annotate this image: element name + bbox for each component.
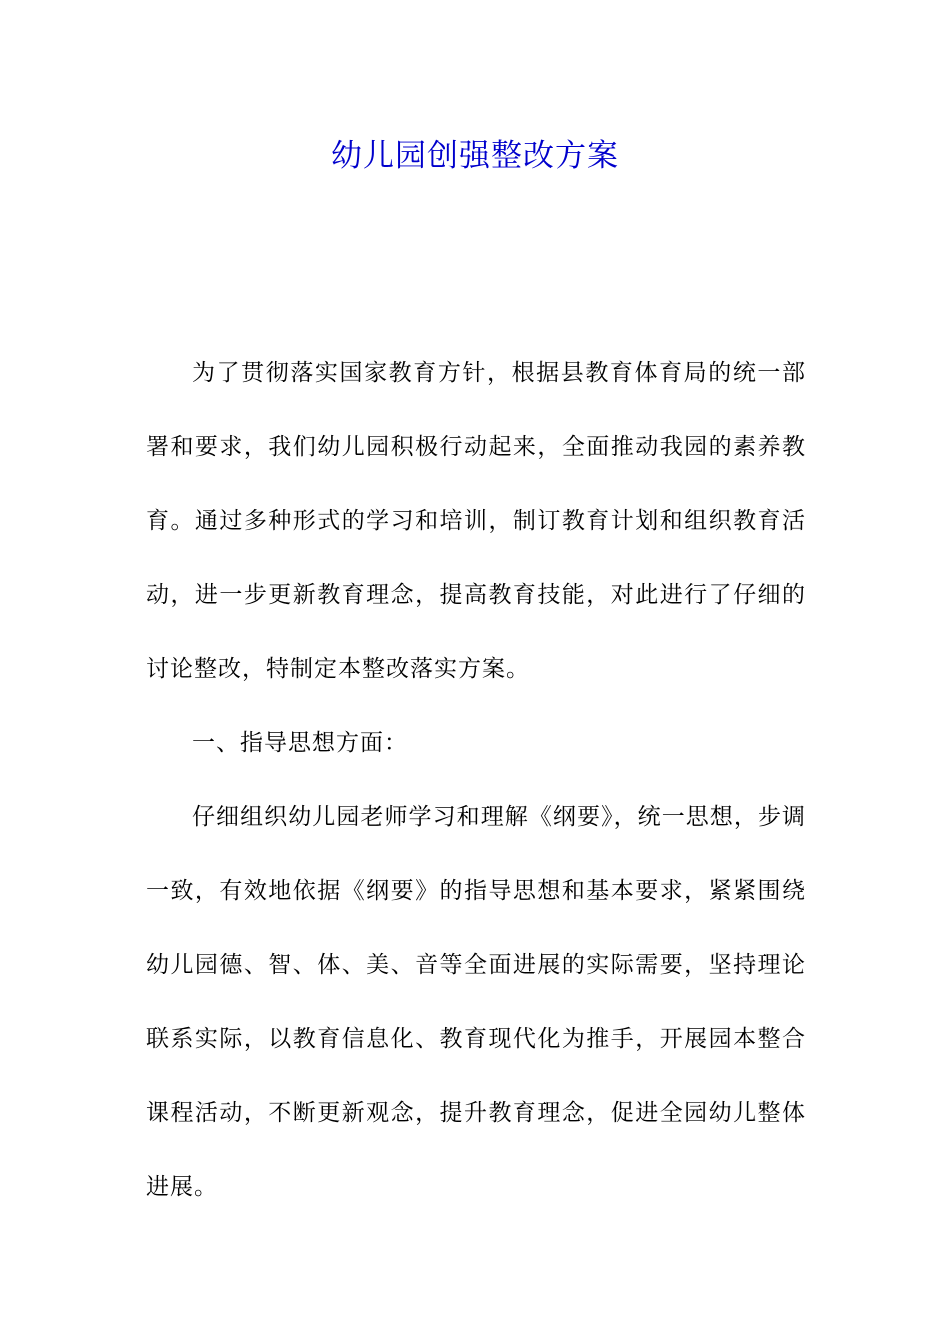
document-body	[146, 336, 806, 1224]
page-title: 幼儿园创强整改方案	[331, 138, 619, 174]
section-heading: 一、指导思想方面：	[192, 730, 408, 756]
section-paragraph: 仔细组织幼儿园老师学习和理解《纲要》，统一思想，步调一致，有效地依据《纲要》的指导思想和基本要求，紧紧围绕幼儿园德、智、体、美、音等全面进展的实际需要，坚持理论联系实际，以教育信息化、教育现代化为推手，开展园本整合课程活动，不断更新观念，提升教育理念，促进全园幼儿整体进展。	[146, 804, 806, 1200]
intro-paragraph: 为了贯彻落实国家教育方针，根据县教育体育局的统一部署和要求，我们幼儿园积极行动起来，全面推动我园的素养教育。通过多种形式的学习和培训，制订教育计划和组织教育活动，进一步更新教育理念，提高教育技能，对此进行了仔细的讨论整改，特制定本整改落实方案。	[146, 360, 806, 682]
